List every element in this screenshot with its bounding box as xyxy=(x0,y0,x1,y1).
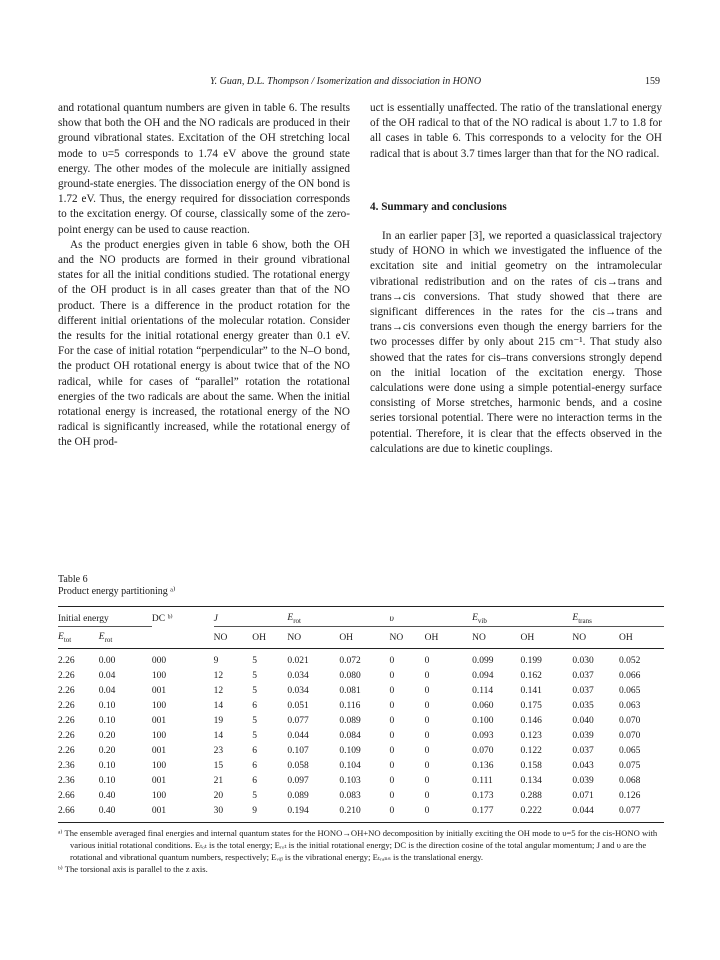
table-cell: 0.116 xyxy=(339,700,361,711)
table-cell: 0.084 xyxy=(339,730,361,741)
table-cell: 0.288 xyxy=(520,790,542,801)
header-v: υ xyxy=(389,607,472,627)
table-cell: 15 xyxy=(213,760,224,771)
table-cell: 100 xyxy=(151,790,167,801)
table-cell: 001 xyxy=(151,745,167,756)
table-cell: 0 xyxy=(389,790,395,801)
subheader-evib-oh: OH xyxy=(521,627,573,649)
table-label: Table 6 xyxy=(58,574,88,585)
table-cell: 0 xyxy=(389,730,395,741)
table-cell: 2.26 xyxy=(58,685,75,696)
table-caption: Product energy partitioning ᵃ⁾ xyxy=(58,586,176,597)
section-heading: 4. Summary and conclusions xyxy=(370,200,507,213)
table-cell: 19 xyxy=(213,715,224,726)
table-cell: 000 xyxy=(151,655,167,666)
footnote-b: ᵇ⁾ The torsional axis is parallel to the z axis. xyxy=(58,864,208,874)
table-cell: 0.077 xyxy=(619,803,664,823)
table-cell: 0.077 xyxy=(287,715,309,726)
table-cell: 0.103 xyxy=(339,775,361,786)
table-cell: 0.20 xyxy=(98,730,116,741)
table-cell: 0.060 xyxy=(472,700,494,711)
table-cell: 0 xyxy=(389,685,395,696)
header-evib: $E_{vib}$ xyxy=(472,607,572,627)
table-cell: 0.052 xyxy=(619,655,641,666)
table-cell: 6 xyxy=(252,700,257,711)
table-cell: 0 xyxy=(424,715,430,726)
table-cell: 0.100 xyxy=(472,715,494,726)
table-cell: 2.66 xyxy=(58,790,75,801)
table-cell: 2.36 xyxy=(58,760,75,771)
table-cell: 001 xyxy=(151,685,167,696)
table-row xyxy=(58,788,664,803)
table-cell: 0.222 xyxy=(521,803,573,823)
table-cell: 0.10 xyxy=(98,775,116,786)
table-cell: 0.039 xyxy=(572,775,594,786)
table-cell: 0 xyxy=(389,700,395,711)
table-cell: 0.070 xyxy=(472,745,494,756)
header-initial-energy: Initial energy xyxy=(58,607,152,627)
table-cell: 0.034 xyxy=(287,670,309,681)
table-cell: 0.070 xyxy=(619,715,641,726)
table-cell: 0.070 xyxy=(619,730,641,741)
table-cell: 5 xyxy=(252,670,257,681)
table-cell: 0.071 xyxy=(572,790,594,801)
table-cell: 0 xyxy=(389,655,395,666)
table-cell: 2.26 xyxy=(58,655,75,666)
table-cell: 0.034 xyxy=(287,685,309,696)
table-row xyxy=(58,773,664,788)
table-cell: 0.083 xyxy=(339,790,361,801)
table-row xyxy=(58,649,664,669)
running-title: Y. Guan, D.L. Thompson / Isomerization and dissociation in HONO xyxy=(210,76,482,87)
table-cell: 2.66 xyxy=(58,803,99,823)
table-cell: 0.162 xyxy=(520,670,542,681)
header-dc: DC ᵇ⁾ xyxy=(152,607,214,627)
table-cell: 0.043 xyxy=(572,760,594,771)
table-cell: 0 xyxy=(424,730,430,741)
footnote-a: ᵃ⁾ The ensemble averaged final energies and internal quantum states for the HONO→OH+NO decomposition by initially exciting the OH mode to υ=5 for the cis-HONO with various initial rotational conditions. Eₜₒₜ is the total energy; Eᵣₒₜ is the initial rotational energy; DC is the direction cosine of the total angular momentum; J and υ are the rotational and vibrational quantum numbers, respectively; Eᵥᵢᵦ is the vibrational energy; Eₜᵣₐₙₛ is the translational energy. xyxy=(58,828,658,862)
table-cell: 0.175 xyxy=(520,700,542,711)
table-cell: 0.065 xyxy=(619,685,641,696)
table-cell: 5 xyxy=(252,715,257,726)
table-row xyxy=(58,743,664,758)
table-cell: 0 xyxy=(424,790,430,801)
table-body xyxy=(58,649,664,823)
table-cell: 0.072 xyxy=(339,655,361,666)
table-cell: 0.089 xyxy=(287,790,309,801)
table-cell: 100 xyxy=(151,760,167,771)
left-paragraph-1: and rotational quantum numbers are given in table 6. The results show that both the OH and the NO radicals are produced in their ground vibrational states. Excitation of the OH stretching local mode to υ=5 corresponds to 1.74 eV above the ground state energy. The other modes of the molecule are initially assigned ground-state energies. The dissociation energy of the ON bond is 1.72 eV. Thus, the energy required for dissociation corresponds to the excitation energy. Of course, classically some of the zero-point energy can be used to cause reaction. xyxy=(58,102,350,236)
table-cell: 0.081 xyxy=(339,685,361,696)
table-cell: 0.146 xyxy=(520,715,542,726)
table-cell: 0.093 xyxy=(472,730,494,741)
table-cell: 0 xyxy=(424,775,430,786)
table-row xyxy=(58,683,664,698)
subheader-erot-oh: OH xyxy=(339,627,389,649)
subheader-v-no: NO xyxy=(389,627,424,649)
table-cell: 0 xyxy=(424,745,430,756)
table-cell: 0.075 xyxy=(619,760,641,771)
table-cell: 100 xyxy=(151,730,167,741)
table-cell: 100 xyxy=(151,700,167,711)
table-row xyxy=(58,713,664,728)
subheader-v-oh: OH xyxy=(425,627,473,649)
table-cell: 0.097 xyxy=(287,775,309,786)
table-cell: 0 xyxy=(424,670,430,681)
table-cell: 0 xyxy=(424,700,430,711)
subheader-j-no: NO xyxy=(214,627,253,649)
table-cell: 0 xyxy=(389,775,395,786)
table-cell: 0.123 xyxy=(520,730,542,741)
table-cell: 0.094 xyxy=(472,670,494,681)
table-cell: 0.114 xyxy=(472,685,494,696)
subheader-dc-empty xyxy=(152,627,214,649)
energy-table xyxy=(58,606,664,823)
table-cell: 0.126 xyxy=(619,790,641,801)
table-cell: 0.066 xyxy=(619,670,641,681)
table-group-header xyxy=(58,607,664,627)
table-cell: 6 xyxy=(252,745,257,756)
table-cell: 0 xyxy=(424,655,430,666)
table-cell: 0.122 xyxy=(520,745,542,756)
table-cell: 0.194 xyxy=(287,803,339,823)
table-cell: 0.080 xyxy=(339,670,361,681)
table-cell: 5 xyxy=(252,730,257,741)
table-cell: 2.26 xyxy=(58,730,75,741)
table-cell: 2.26 xyxy=(58,700,75,711)
table-row xyxy=(58,758,664,773)
subheader-erot-no: NO xyxy=(287,627,339,649)
table-cell: 001 xyxy=(151,715,167,726)
right-paragraph-1: uct is essentially unaffected. The ratio of the translational energy of the OH radical to that of the NO radical is about 1.7 to 1.8 for all cases in table 6. This corresponds to a velocity for the OH radical that is about 3.7 times larger than that for the NO radical. xyxy=(370,102,662,160)
table-6 xyxy=(58,574,664,875)
table-cell: 0.00 xyxy=(98,655,116,666)
subheader-etrans-no: NO xyxy=(572,627,619,649)
header-erot: $E_{rot}$ xyxy=(287,607,389,627)
table-cell: 0.044 xyxy=(287,730,309,741)
table-sub-header xyxy=(58,627,664,649)
table-row xyxy=(58,728,664,743)
subheader-etrans-oh: OH xyxy=(619,627,664,649)
table-cell: 0.10 xyxy=(98,760,116,771)
table-cell: 2.26 xyxy=(58,745,75,756)
table-cell: 0.065 xyxy=(619,745,641,756)
table-cell: 0.20 xyxy=(98,745,116,756)
table-cell: 0.037 xyxy=(572,685,594,696)
table-cell: 0.177 xyxy=(472,803,520,823)
table-cell: 0 xyxy=(389,745,395,756)
table-cell: 30 xyxy=(214,803,253,823)
table-cell: 0.134 xyxy=(520,775,542,786)
table-cell: 20 xyxy=(213,790,224,801)
table-cell: 0.40 xyxy=(99,803,152,823)
table-cell: 0.037 xyxy=(572,745,594,756)
table-cell: 2.26 xyxy=(58,715,75,726)
table-cell: 0.109 xyxy=(339,745,361,756)
table-cell: 0.136 xyxy=(472,760,494,771)
table-cell: 0.107 xyxy=(287,745,309,756)
table-cell: 0.039 xyxy=(572,730,594,741)
table-cell: 0.10 xyxy=(98,715,116,726)
right-column xyxy=(370,101,662,457)
table-cell: 0.04 xyxy=(98,685,116,696)
table-cell: 14 xyxy=(213,730,224,741)
table-cell: 6 xyxy=(252,760,257,771)
table-cell: 2.26 xyxy=(58,670,75,681)
table-cell: 21 xyxy=(213,775,224,786)
subheader-j-oh: OH xyxy=(252,627,287,649)
table-cell: 0.035 xyxy=(572,700,594,711)
table-cell: 0 xyxy=(389,715,395,726)
table-cell: 0 xyxy=(424,760,430,771)
subheader-erot: $E_{rot}$ xyxy=(99,627,152,649)
table-cell: 0.141 xyxy=(520,685,542,696)
table-cell: 0.063 xyxy=(619,700,641,711)
table-row xyxy=(58,698,664,713)
table-cell: 0 xyxy=(389,803,424,823)
table-cell: 0.040 xyxy=(572,715,594,726)
table-cell: 5 xyxy=(252,790,257,801)
right-paragraph-2: In an earlier paper [3], we reported a quasiclassical trajectory study of HONO in which we investigated the influence of the excitation site and initial geometry on the intramolecular vibrational redistribution and on the rates of cis→trans and trans→cis conversions. That study showed that there are significant differences in the rates for the cis→trans and trans→cis conversions even though the energy barriers for the two processes differ by only about 215 cm⁻¹. That study also showed that the rates for cis–trans conversions strongly depend on the initial location of the excitation energy. Those calculations were done using a simple potential-energy surface consisting of Morse stretches, harmonic bends, and a cosine series torsional potential. There were no interaction terms in the potential. Therefore, it is clear that the effects observed in the calculations are due to kinetic couplings. xyxy=(370,230,662,455)
table-cell: 12 xyxy=(213,670,224,681)
table-cell: 0.40 xyxy=(98,790,116,801)
table-cell: 2.36 xyxy=(58,775,75,786)
table-cell: 0.044 xyxy=(572,803,619,823)
table-cell: 14 xyxy=(213,700,224,711)
table-cell: 0.089 xyxy=(339,715,361,726)
table-cell: 23 xyxy=(213,745,224,756)
table-cell: 6 xyxy=(252,775,257,786)
table-cell: 0.104 xyxy=(339,760,361,771)
table-cell: 0 xyxy=(389,670,395,681)
table-cell: 0 xyxy=(424,685,430,696)
table-cell: 0.021 xyxy=(287,655,309,666)
table-cell: 0.051 xyxy=(287,700,309,711)
table-cell: 0.210 xyxy=(339,803,389,823)
table-cell: 12 xyxy=(213,685,224,696)
table-cell: 0 xyxy=(389,760,395,771)
page-number: 159 xyxy=(645,76,660,87)
table-cell: 0.099 xyxy=(472,655,494,666)
table-cell: 0 xyxy=(425,803,473,823)
table-cell: 0.058 xyxy=(287,760,309,771)
table-row xyxy=(58,803,664,823)
left-column xyxy=(58,101,350,451)
table-cell: 0.037 xyxy=(572,670,594,681)
table-cell: 0.111 xyxy=(472,775,493,786)
table-cell: 100 xyxy=(151,670,167,681)
table-cell: 5 xyxy=(252,685,257,696)
table-cell: 0.173 xyxy=(472,790,494,801)
table-footnotes xyxy=(58,827,664,875)
table-cell: 0.10 xyxy=(98,700,116,711)
table-cell: 5 xyxy=(252,655,257,666)
header-j: J xyxy=(214,607,288,627)
table-cell: 9 xyxy=(252,803,287,823)
table-cell: 0.068 xyxy=(619,775,641,786)
table-cell: 001 xyxy=(151,775,167,786)
header-etrans: $E_{trans}$ xyxy=(572,607,664,627)
subheader-evib-no: NO xyxy=(472,627,520,649)
table-cell: 0.199 xyxy=(520,655,542,666)
table-cell: 001 xyxy=(152,803,214,823)
table-row xyxy=(58,668,664,683)
table-cell: 0.158 xyxy=(520,760,542,771)
table-cell: 9 xyxy=(213,655,219,666)
table-cell: 0.030 xyxy=(572,655,594,666)
subheader-etot: $E_{tot}$ xyxy=(58,627,99,649)
table-cell: 0.04 xyxy=(98,670,116,681)
left-paragraph-2: As the product energies given in table 6 show, both the OH and the NO products are formed in their ground vibrational states for all the initial conditions studied. The rotational energy of the OH product is in all cases greater than that of the NO product. There is a difference in the product rotation for the different initial orientations of the molecular rotation. Consider the results for the initial rotational energy greater than 0.1 eV. For the case of initial rotation “perpendicular” to the N–O bond, the product OH rotational energy is about twice that of the NO radical, while for cases of “parallel” rotation the rotational energies of the two radicals are about the same. When the initial rotational energy is increased, the rotational energy of the NO radical is significantly increased, while the rotational energy of the OH prod- xyxy=(58,238,350,449)
